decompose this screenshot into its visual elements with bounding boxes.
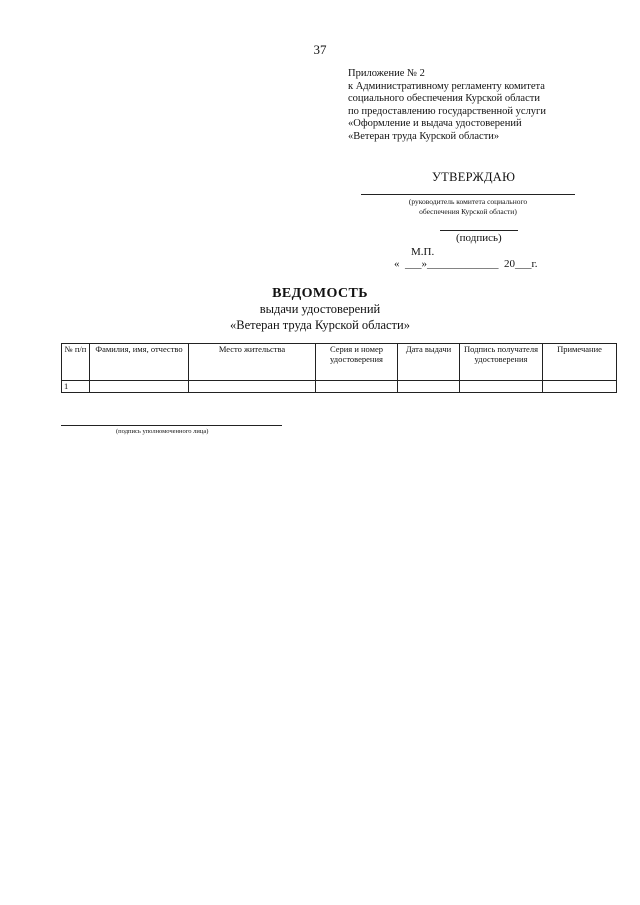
table-cell bbox=[316, 381, 398, 393]
approval-date-line: « ___»_____________ 20___г. bbox=[394, 258, 538, 270]
column-header: № п/п bbox=[62, 344, 90, 381]
role-caption-line: (руководитель комитета социального bbox=[408, 197, 528, 206]
column-header: Серия и номер удостоверения bbox=[316, 344, 398, 381]
issuance-table bbox=[61, 343, 617, 393]
authorized-signature-line bbox=[61, 425, 282, 426]
column-header: Дата выдачи bbox=[398, 344, 460, 381]
signature-line bbox=[440, 230, 518, 231]
appendix-line: по предоставлению государственной услуги bbox=[348, 105, 546, 117]
table-cell bbox=[189, 381, 316, 393]
approver-name-line bbox=[361, 194, 575, 195]
certificate-name: «Ветеран труда Курской области» bbox=[230, 318, 410, 332]
table-cell bbox=[543, 381, 617, 393]
document-subtitle: выдачи удостоверений bbox=[259, 302, 381, 316]
appendix-line: Приложение № 2 bbox=[348, 68, 425, 79]
table-cell bbox=[90, 381, 189, 393]
column-header: Место жительства bbox=[189, 344, 316, 381]
document-title: ВЕДОМОСТЬ bbox=[272, 286, 368, 301]
appendix-line: социального обеспечения Курской области bbox=[348, 93, 540, 105]
table-cell bbox=[398, 381, 460, 393]
table-header-row bbox=[62, 344, 617, 381]
approval-heading: УТВЕРЖДАЮ bbox=[432, 170, 516, 184]
column-header: Фамилия, имя, отчество bbox=[90, 344, 189, 381]
appendix-line: к Административному регламенту комитета bbox=[348, 80, 545, 92]
approver-role-caption bbox=[361, 197, 575, 217]
role-caption-line: обеспечения Курской области) bbox=[419, 206, 517, 216]
appendix-line: «Ветеран труда Курской области» bbox=[348, 130, 500, 142]
authorized-signature-caption: (подпись уполномоченного лица) bbox=[116, 428, 209, 435]
appendix-header bbox=[348, 68, 546, 144]
table-row bbox=[62, 381, 617, 393]
table-cell bbox=[460, 381, 543, 393]
signature-caption: (подпись) bbox=[456, 232, 502, 244]
page-number: 37 bbox=[313, 42, 327, 57]
column-header: Примечание bbox=[543, 344, 617, 381]
column-header: Подпись получателя удостоверения bbox=[460, 344, 543, 381]
stamp-place: М.П. bbox=[411, 246, 435, 258]
table-cell: 1 bbox=[62, 381, 90, 393]
appendix-line: «Оформление и выдача удостоверений bbox=[348, 118, 522, 130]
